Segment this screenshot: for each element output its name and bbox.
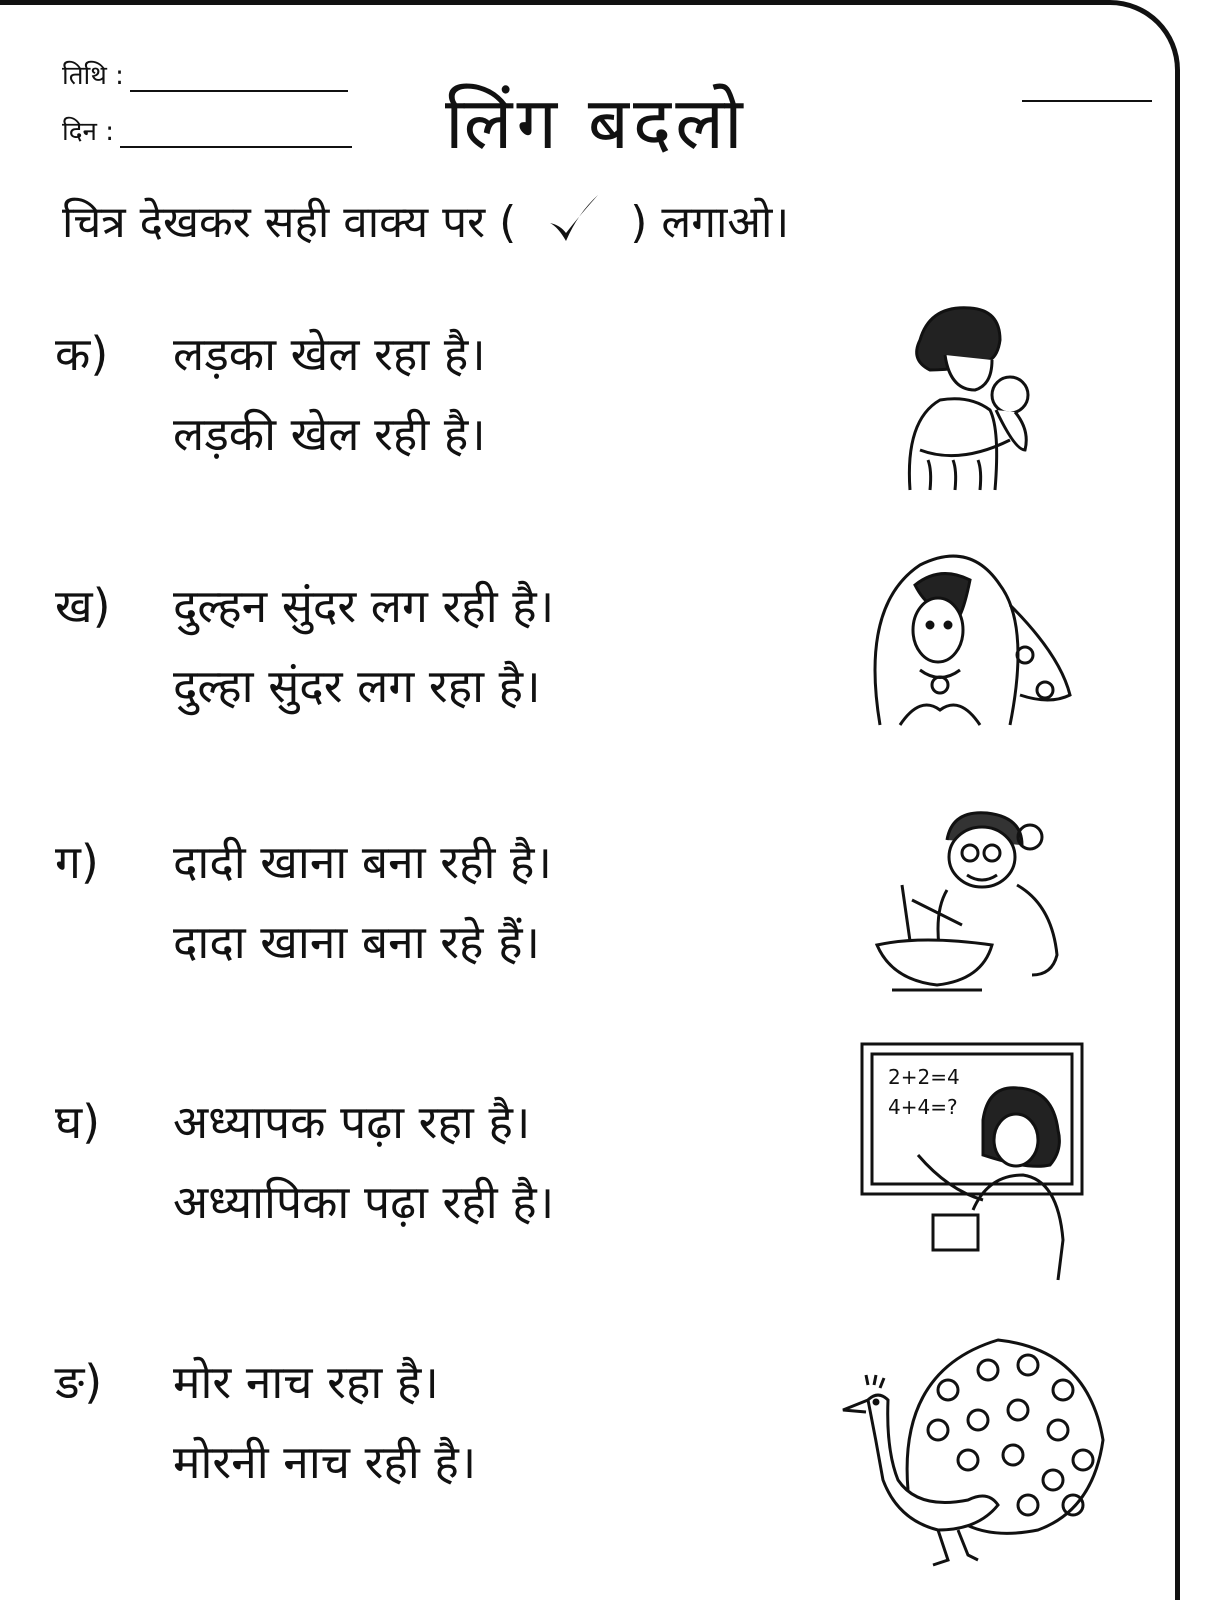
- peacock-illustration: [838, 1330, 1108, 1570]
- teacher-at-board-illustration: [858, 1040, 1098, 1290]
- day-field: [62, 112, 352, 148]
- instruction-text: [62, 190, 789, 260]
- grandmother-cooking-illustration: [872, 805, 1072, 1005]
- sentence-option-2[interactable]: अध्यापिका पढ़ा रही है।: [173, 1175, 555, 1229]
- sentence-option-2[interactable]: दुल्हा सुंदर लग रहा है।: [173, 659, 541, 713]
- board-equation-2: 4+4=?: [888, 1095, 958, 1119]
- worksheet-title: लिंग बदलो: [445, 81, 747, 165]
- date-label: तिथि :: [62, 61, 124, 91]
- sentence-option-1[interactable]: दुल्हन सुंदर लग रही है।: [173, 579, 555, 633]
- bride-illustration: [860, 545, 1080, 735]
- sentence-option-2[interactable]: लड़की खेल रही है।: [173, 407, 486, 461]
- date-blank-line[interactable]: [130, 90, 348, 92]
- sentence-option-1[interactable]: दादी खाना बना रही है।: [173, 835, 552, 889]
- sentence-option-1[interactable]: लड़का खेल रहा है।: [173, 327, 486, 381]
- day-blank-line[interactable]: [120, 146, 352, 148]
- date-field: [62, 56, 348, 92]
- sentence-option-2[interactable]: मोरनी नाच रही है।: [173, 1435, 477, 1489]
- question-marker: ग): [55, 835, 99, 889]
- question-marker: क): [55, 327, 109, 381]
- score-blank-line[interactable]: [1022, 100, 1152, 102]
- sentence-option-1[interactable]: मोर नाच रहा है।: [173, 1355, 439, 1409]
- day-label: दिन :: [62, 117, 114, 147]
- girl-with-doll-illustration: [900, 300, 1040, 500]
- board-equation-1: 2+2=4: [888, 1065, 960, 1089]
- question-marker: घ): [55, 1095, 101, 1149]
- question-marker: ङ): [55, 1355, 103, 1409]
- sentence-option-2[interactable]: दादा खाना बना रहे हैं।: [173, 915, 540, 969]
- instruction-after: ) लगाओ।: [630, 197, 790, 248]
- question-marker: ख): [55, 579, 111, 633]
- instruction-before: चित्र देखकर सही वाक्य पर (: [62, 197, 517, 248]
- checkmark-icon: [544, 191, 602, 260]
- sentence-option-1[interactable]: अध्यापक पढ़ा रहा है।: [173, 1095, 531, 1149]
